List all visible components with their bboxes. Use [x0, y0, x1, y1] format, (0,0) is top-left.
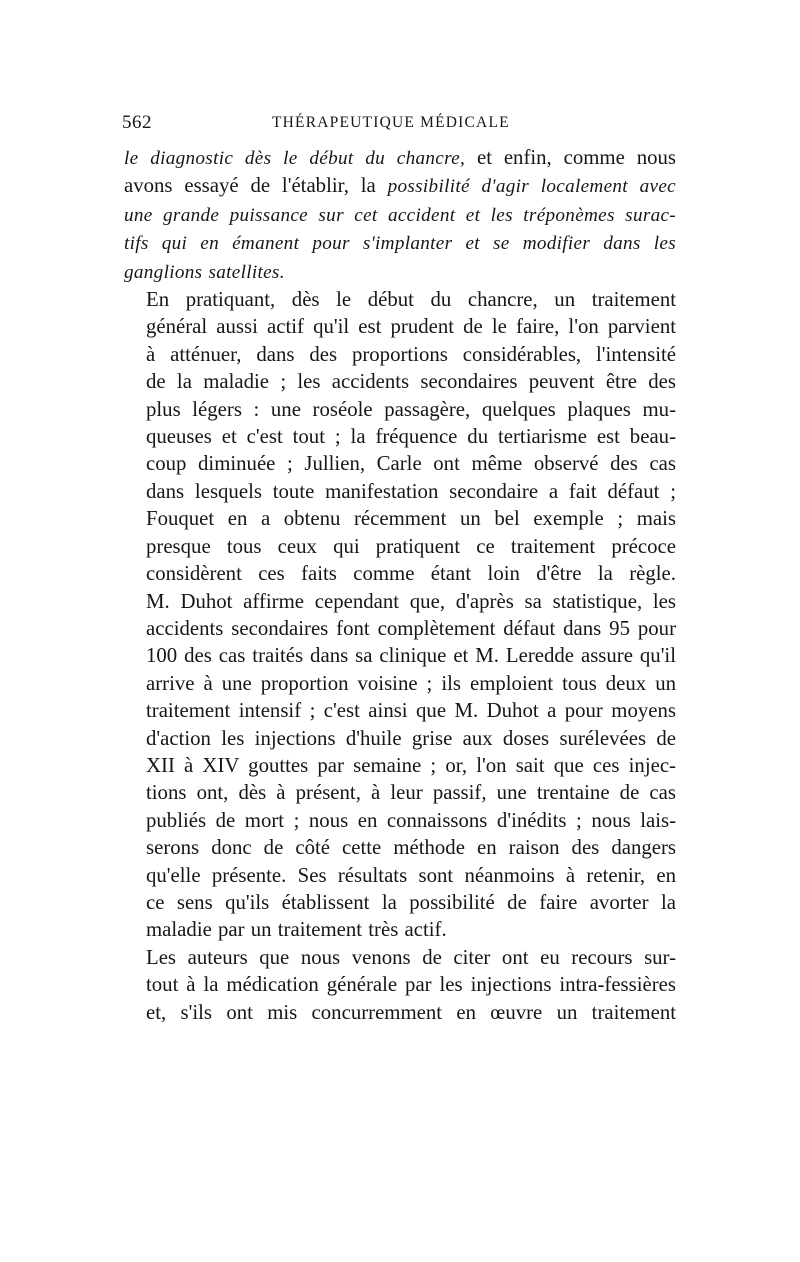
italic-phrase: une grande puissance sur cet accident et les tréponèmes surac-	[124, 204, 676, 226]
paragraph-authors	[124, 944, 676, 1026]
text-line: d'action les injections d'huile grise aux doses surélevées de	[146, 726, 676, 750]
text-line: à atténuer, dans des proportions considérables, l'intensité	[146, 342, 676, 366]
text-line: considèrent ces faits comme étant loin d'être la règle.	[146, 562, 676, 586]
text-line: arrive à une proportion voisine ; ils emploient tous deux un	[146, 671, 676, 695]
text-line: ce sens qu'ils établissent la possibilité de faire avorter la	[146, 890, 676, 914]
text-line: serons donc de côté cette méthode en raison des dangers	[146, 836, 676, 860]
page-number: 562	[122, 112, 152, 133]
text-line	[124, 258, 676, 286]
text-line: accidents secondaires font complètement défaut dans 95 pour	[146, 616, 676, 640]
text-line: et, s'ils ont mis concurremment en œuvre un traitement	[146, 1000, 676, 1024]
text-line: queuses et c'est tout ; la fréquence du tertiarisme est beau-	[146, 425, 676, 449]
text-line: publiés de mort ; nous en connaissons d'inédits ; nous lais-	[146, 808, 676, 832]
text-line: M. Duhot affirme cependant que, d'après sa statistique, les	[146, 589, 676, 613]
paragraph-continuation	[124, 144, 676, 286]
text-line: général aussi actif qu'il est prudent de le faire, l'on parvient	[146, 315, 676, 339]
text-line: qu'elle présente. Ses résultats sont néanmoins à retenir, en	[146, 863, 676, 887]
text-line: dans lesquels toute manifestation secondaire a fait défaut ;	[146, 479, 676, 503]
text-line	[124, 229, 676, 257]
running-header	[124, 112, 676, 142]
text-line	[124, 201, 676, 229]
italic-phrase: ganglions satellites.	[124, 261, 285, 283]
text-line	[124, 144, 676, 172]
text-line: coup diminuée ; Jullien, Carle ont même observé des cas	[146, 452, 676, 476]
text-line: presque tous ceux qui pratiquent ce traitement précoce	[146, 534, 676, 558]
text-line: plus légers : une roséole passagère, quelques plaques mu-	[146, 397, 676, 421]
body-text	[124, 144, 676, 1026]
text-line: Les auteurs que nous venons de citer ont eu recours sur-	[146, 945, 676, 969]
text-line	[124, 172, 676, 200]
italic-phrase: possibilité d'agir localement avec	[387, 176, 676, 198]
italic-phrase: tifs qui en émanent pour s'implanter et se modifier dans les	[124, 233, 676, 255]
running-title: THÉRAPEUTIQUE MÉDICALE	[272, 114, 510, 131]
book-page	[124, 112, 676, 1026]
text-segment: et enfin, comme nous	[465, 146, 676, 169]
text-line: 100 des cas traités dans sa clinique et M. Leredde assure qu'il	[146, 644, 676, 668]
text-line: tout à la médication générale par les injections intra-fessières	[146, 973, 676, 997]
italic-phrase: le diagnostic dès le début du chancre,	[124, 148, 466, 169]
text-line: En pratiquant, dès le début du chancre, un traitement	[146, 288, 676, 312]
text-line: XII à XIV gouttes par semaine ; or, l'on sait que ces injec-	[146, 753, 676, 777]
text-line: tions ont, dès à présent, à leur passif, une trentaine de cas	[146, 781, 676, 805]
text-line: traitement intensif ; c'est ainsi que M. Duhot a pour moyens	[146, 699, 676, 723]
text-line: Fouquet en a obtenu récemment un bel exemple ; mais	[146, 507, 676, 531]
text-line: maladie par un traitement très actif.	[146, 918, 447, 942]
paragraph-treatment	[124, 286, 676, 944]
text-line: de la maladie ; les accidents secondaires peuvent être des	[146, 370, 676, 394]
text-segment: avons essayé de l'établir, la	[124, 174, 388, 198]
